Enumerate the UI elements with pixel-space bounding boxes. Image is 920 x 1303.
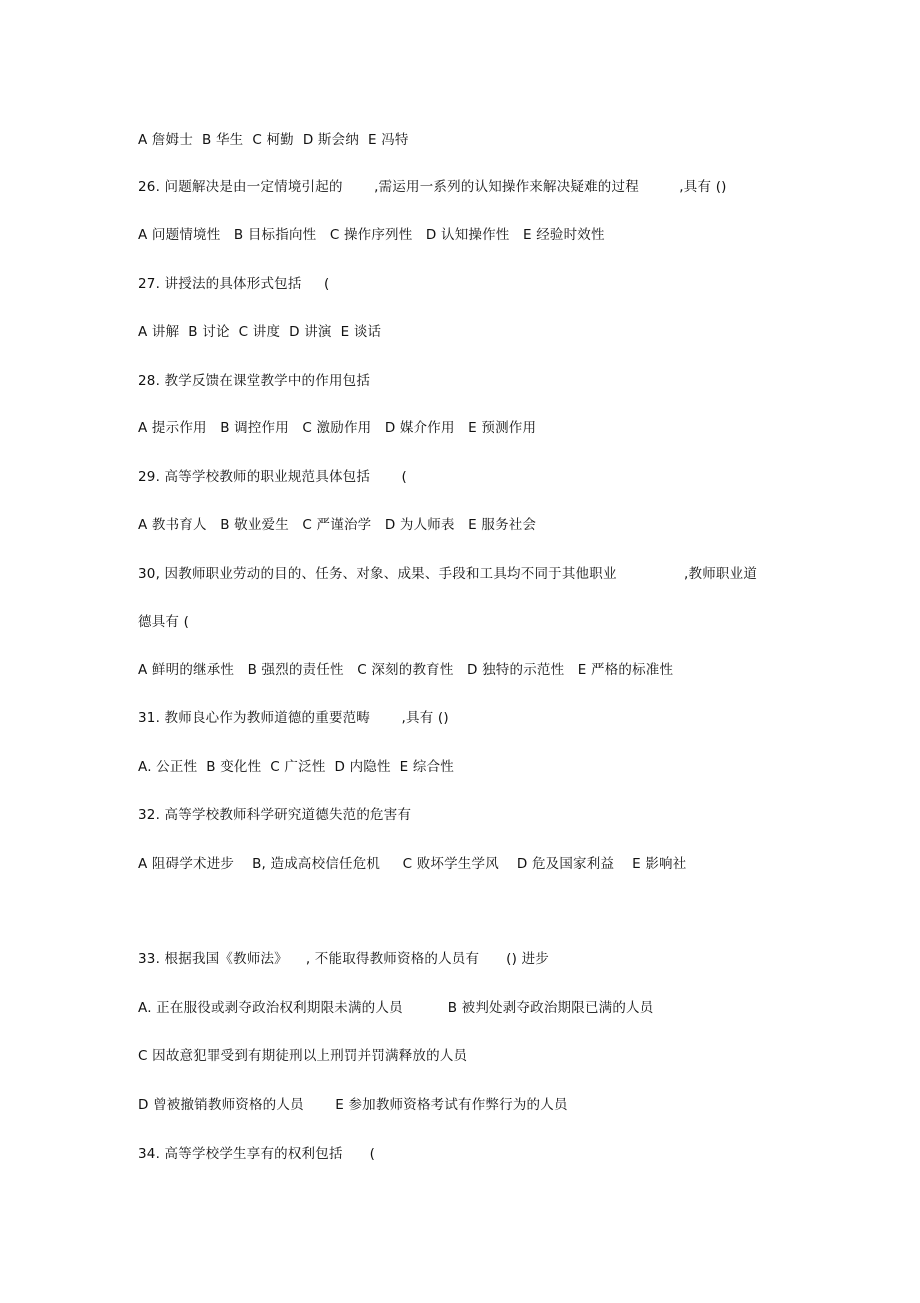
- answer-options-32: A 阻碍学术进步 B, 造成高校信任危机 C 败坏学生学风 D 危及国家利益 E 影响社: [138, 856, 687, 872]
- answer-options-27: A 讲解 B 讨论 C 讲度 D 讲演 E 谈话: [138, 324, 382, 340]
- answer-options-25: A 詹姆士 B 华生 C 柯勤 D 斯会纳 E 冯特: [138, 132, 409, 148]
- question-26: 26. 问题解决是由一定情境引起的 ,需运用一系列的认知操作来解决疑难的过程 ,具有 (): [138, 179, 727, 195]
- answer-options-33-ab: A. 正在服役或剥夺政治权利期限未满的人员 B 被判处剥夺政治期限已满的人员: [138, 1000, 654, 1016]
- answer-options-28: A 提示作用 B 调控作用 C 激励作用 D 媒介作用 E 预测作用: [138, 420, 537, 436]
- answer-options-31: A. 公正性 B 变化性 C 广泛性 D 内隐性 E 综合性: [138, 759, 454, 775]
- question-32: 32. 高等学校教师科学研究道德失范的危害有: [138, 807, 412, 823]
- question-30-continued: 德具有 (: [138, 614, 190, 630]
- question-33: 33. 根据我国《教师法》 , 不能取得教师资格的人员有 () 进步: [138, 951, 549, 967]
- answer-options-29: A 教书育人 B 敬业爱生 C 严谨治学 D 为人师表 E 服务社会: [138, 517, 537, 533]
- answer-option-33-c: C 因故意犯罪受到有期徒刑以上刑罚并罚满释放的人员: [138, 1048, 468, 1064]
- question-34: 34. 高等学校学生享有的权利包括 (: [138, 1146, 376, 1162]
- answer-options-26: A 问题情境性 B 目标指向性 C 操作序列性 D 认知操作性 E 经验时效性: [138, 227, 605, 243]
- question-27: 27. 讲授法的具体形式包括 (: [138, 276, 330, 292]
- question-28: 28. 教学反馈在课堂教学中的作用包括: [138, 373, 371, 389]
- question-31: 31. 教师良心作为教师道德的重要范畴 ,具有 (): [138, 710, 449, 726]
- answer-options-30: A 鲜明的继承性 B 强烈的责任性 C 深刻的教育性 D 独特的示范性 E 严格的标准性: [138, 662, 674, 678]
- question-30: 30, 因教师职业劳动的目的、任务、对象、成果、手段和工具均不同于其他职业 ,教师职业道: [138, 566, 758, 582]
- answer-options-33-de: D 曾被撤销教师资格的人员 E 参加教师资格考试有作弊行为的人员: [138, 1097, 568, 1113]
- question-29: 29. 高等学校教师的职业规范具体包括 (: [138, 469, 407, 485]
